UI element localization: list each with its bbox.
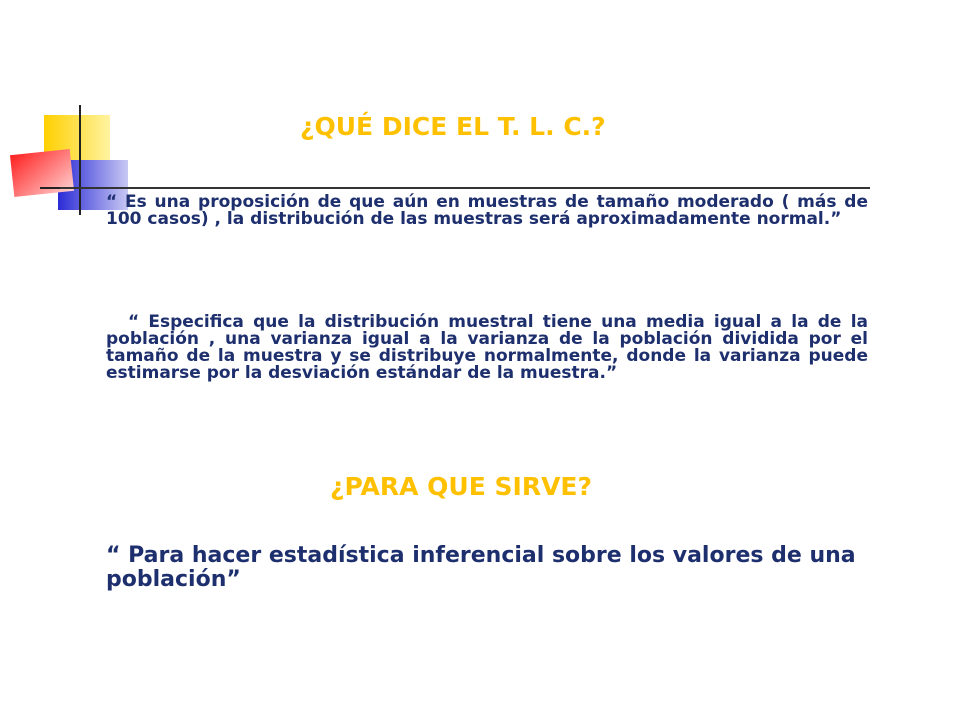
divider-line — [60, 187, 870, 189]
paragraph-definition: “ Es una proposición de que aún en muestras de tamaño moderado ( más de 100 casos) , la distribución de las muestras será aproximadamente normal.” — [106, 192, 868, 229]
slide-title: ¿QUÉ DICE EL T. L. C.? — [300, 112, 606, 141]
section-subtitle: ¿PARA QUE SIRVE? — [330, 472, 592, 501]
paragraph-specification: “ Especifica que la distribución muestral tiene una media igual a la de la población , una varianza igual a la varianza de la población dividida por el tamaño de la muestra y se distribuye normalmente, donde la varianza puede estimarse por la desviación estándar de la muestra.” — [106, 312, 868, 383]
paragraph-purpose: “ Para hacer estadística inferencial sobre los valores de una población” — [106, 543, 856, 592]
red-square — [10, 149, 74, 197]
